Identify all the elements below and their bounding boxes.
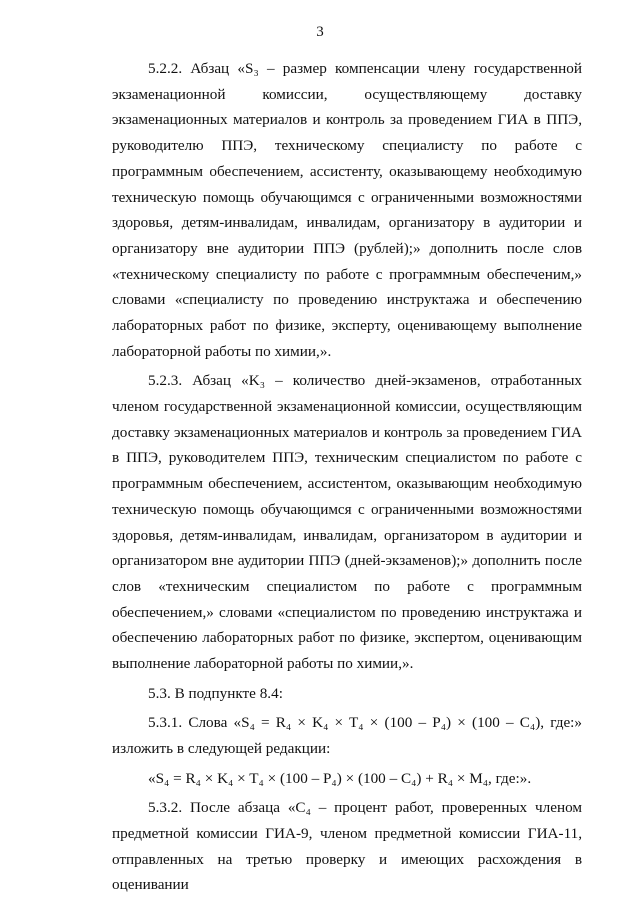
document-body — [112, 56, 582, 902]
formula-paragraph: «S₄ = R₄ × K₄ × T₄ × (100 – P₄) × (100 – C₄) + R₄ × M₄, где:». — [148, 769, 532, 787]
paragraph-5-2-2: 5.2.2. Абзац «S₃ – размер компенсации члену государственной экзаменационной комиссии, осуществляющему доставку экзаменационных материалов и контроль за проведением ГИА в ППЭ, руководителю ППЭ, техническому специалисту по работе с программным обеспечением, ассистенту, оказывающему необходимую техническую помощь обучающимся с ограниченными возможностями здоровья, детям-инвалидам, инвалидам, организатору в аудитории и организатору вне аудитории ППЭ (рублей);» дополнить после слов «техническому специалисту по работе с программным обеспеченим,» словами «специалисту по проведению инструктажа и обеспечению лабораторных работ по физике, эксперту, оценивающему выполнение лабораторной работы по химии,». — [112, 60, 582, 360]
page-number: 3 — [316, 24, 324, 40]
paragraph-5-3-2: 5.3.2. После абзаца «C₄ – процент работ, проверенных членом предметной комиссии ГИА-9, членом предметной комиссии ГИА-11, отправленных на третью проверку и имеющих расхождения в оценивании — [112, 799, 582, 894]
paragraph-5-3: 5.3. В подпункте 8.4: — [148, 684, 283, 702]
paragraph-5-3-1: 5.3.1. Слова «S₄ = R₄ × K₄ × T₄ × (100 – P₄) × (100 – C₄), где:» изложить в следующей редакции: — [112, 714, 582, 757]
paragraph-5-2-3: 5.2.3. Абзац «K₃ – количество дней-экзаменов, отработанных членом государственной экзаменационной комиссии, осуществляющим доставку экзаменационных материалов и контроль за проведением ГИА в ППЭ, руководителем ППЭ, техническим специалистом по работе с программным обеспечением, ассистентом, оказывающим необходимую техническую помощь обучающимся с ограниченными возможностями здоровья, детям-инвалидам, инвалидам, организатором в аудитории и организатором вне аудитории ППЭ (дней-экзаменов);» дополнить после слов «техническим специалистом по работе с программным обеспечением,» словами «специалистом по проведению инструктажа и обеспечению лабораторных работ по физике, экспертом, оценивающим выполнение лабораторной работы по химии,». — [112, 372, 582, 673]
